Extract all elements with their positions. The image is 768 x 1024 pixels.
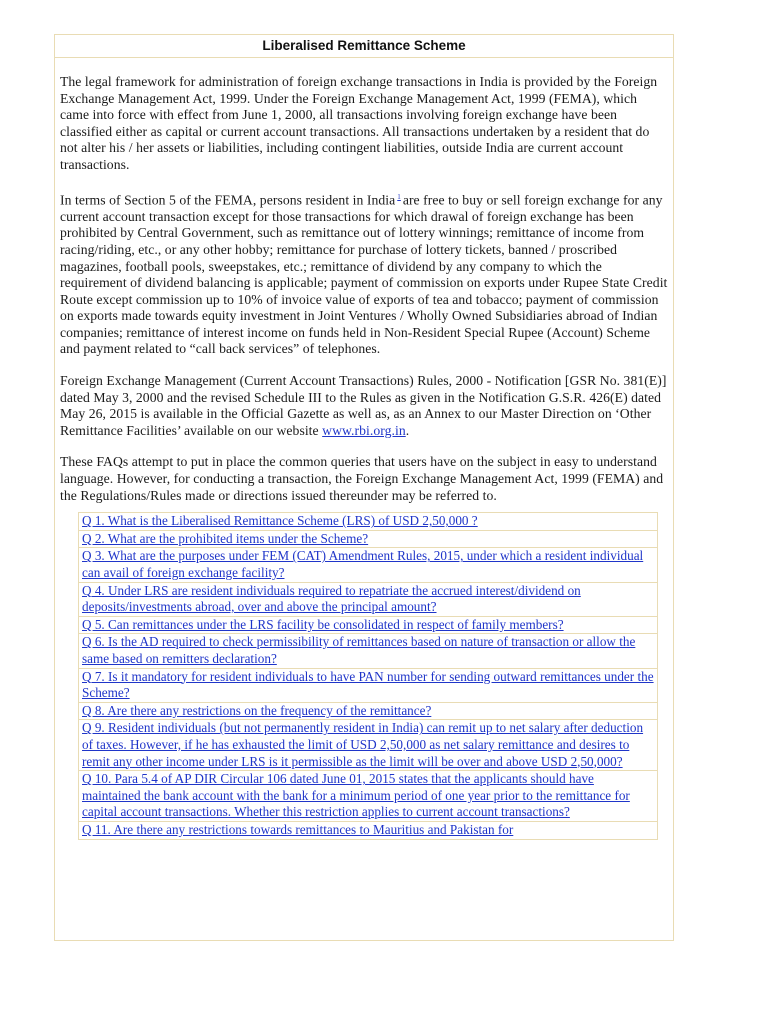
faq-row [79, 634, 658, 668]
faq-link-q11[interactable]: Q 11. Are there any restrictions towards remittances to Mauritius and Pakistan for [82, 821, 514, 837]
faq-cell [79, 548, 658, 582]
faq-link-q3[interactable]: Q 3. What are the purposes under FEM (CAT) Amendment Rules, 2015, under which a resident individual can avail of foreign exchange facility? [82, 548, 644, 580]
section5-text-before: In terms of Section 5 of the FEMA, persons resident in India [60, 192, 396, 208]
faq-row [79, 548, 658, 582]
faq-link-q8[interactable]: Q 8. Are there any restrictions on the frequency of the remittance? [82, 702, 432, 718]
document-page [54, 34, 674, 941]
faq-row [79, 702, 658, 720]
section5-paragraph [60, 189, 669, 359]
faq-cell [79, 821, 658, 839]
faq-link-q4[interactable]: Q 4. Under LRS are resident individuals required to repatriate the accrued interest/dividend on deposits/investments abroad, over and above the principal amount? [82, 582, 581, 615]
faq-link-q6[interactable]: Q 6. Is the AD required to check permissibility of remittances based on nature of transaction or allow the same based on remitters declaration? [82, 634, 636, 666]
document-body [55, 74, 673, 840]
rbi-website-link[interactable]: www.rbi.org.in [322, 422, 406, 438]
faq-cell [79, 702, 658, 720]
rules-paragraph [60, 373, 669, 439]
faq-row [79, 668, 658, 702]
rules-text: Foreign Exchange Management (Current Account Transactions) Rules, 2000 - Notification [GSR No. 381(E)] dated May 3, 2000 and the revised Schedule III to the Rules as given in the Notification G.S.R. 426(E) dated May 26, 2015 is available in the Official Gazette as well as, as an Annex to our Master Direction on ‘Other Remittance Facilities’ available on our website [60, 373, 667, 438]
faq-cell [79, 616, 658, 634]
faq-cell [79, 720, 658, 771]
document-title: Liberalised Remittance Scheme [55, 35, 673, 58]
faq-link-q7[interactable]: Q 7. Is it mandatory for resident individuals to have PAN number for sending outward remittances under the Scheme? [82, 668, 654, 701]
footnote-link[interactable]: 1 [397, 192, 401, 201]
faq-link-q10[interactable]: Q 10. Para 5.4 of AP DIR Circular 106 dated June 01, 2015 states that the applicants should have maintained the bank account with the bank for a minimum period of one year prior to the remittance for capital account transactions. Whether this restriction applies to current account transactions? [82, 771, 630, 820]
intro-paragraph: The legal framework for administration of foreign exchange transactions in India is provided by the Foreign Exchange Management Act, 1999. Under the Foreign Exchange Management Act, 1999 (FEMA), which came into force with effect from June 1, 2000, all transactions involving foreign exchange have been classified either as capital or current account transactions. All transactions undertaken by a resident that do not alter his / her assets or liabilities, including contingent liabilities, outside India are current account transactions. [60, 74, 658, 172]
rules-text-end: . [405, 422, 410, 438]
faq-cell [79, 513, 658, 531]
faq-cell [79, 668, 658, 702]
faq-link-q5[interactable]: Q 5. Can remittances under the LRS facility be consolidated in respect of family members? [82, 616, 564, 632]
faq-row [79, 821, 658, 839]
faq-link-q1[interactable]: Q 1. What is the Liberalised Remittance Scheme (LRS) of USD 2,50,000 ? [82, 513, 478, 529]
faq-cell [79, 771, 658, 822]
faq-row [79, 530, 658, 548]
faq-link-q9[interactable]: Q 9. Resident individuals (but not permanently resident in India) can remit up to net salary after deduction of taxes. However, if he has exhausted the limit of USD 2,50,000 as net salary remittance and desires to remit any other income under LRS is it permissible as the limit will be over and above USD 2,50,000? [82, 720, 644, 769]
faq-row [79, 771, 658, 822]
section5-text-after: are free to buy or sell foreign exchange for any current account transaction except for those transactions for which drawal of foreign exchange has been prohibited by Central Government, such as remittance out of lottery winnings; remittance of income from racing/riding, etc., or any other hobby; remittance for purchase of lottery tickets, banned / proscribed magazines, football pools, sweepstakes, etc.; remittance of dividend by any company to which the requirement of dividend balancing is applicable; payment of commission on exports under Rupee State Credit Route except commission up to 10% of invoice value of exports of tea and tobacco; payment of commission on exports made towards equity investment in Joint Ventures / Wholly Owned Subsidiaries abroad of Indian companies; remittance of interest income on funds held in Non-Resident Special Rupee (Account) Scheme and payment related to “call back services” of telephones. [60, 192, 668, 357]
faq-cell [79, 582, 658, 616]
faq-link-q2[interactable]: Q 2. What are the prohibited items under the Scheme? [82, 530, 369, 546]
faq-intro-paragraph: These FAQs attempt to put in place the common queries that users have on the subject in easy to understand language. However, for conducting a transaction, the Foreign Exchange Management Act, 1999 (FEMA) and the Regulations/Rules made or directions issued thereunder may be referred to. [60, 454, 664, 503]
faq-row [79, 616, 658, 634]
faq-cell [79, 530, 658, 548]
faq-row [79, 720, 658, 771]
faq-index-table [78, 512, 658, 839]
faq-row [79, 582, 658, 616]
faq-row [79, 513, 658, 531]
faq-cell [79, 634, 658, 668]
